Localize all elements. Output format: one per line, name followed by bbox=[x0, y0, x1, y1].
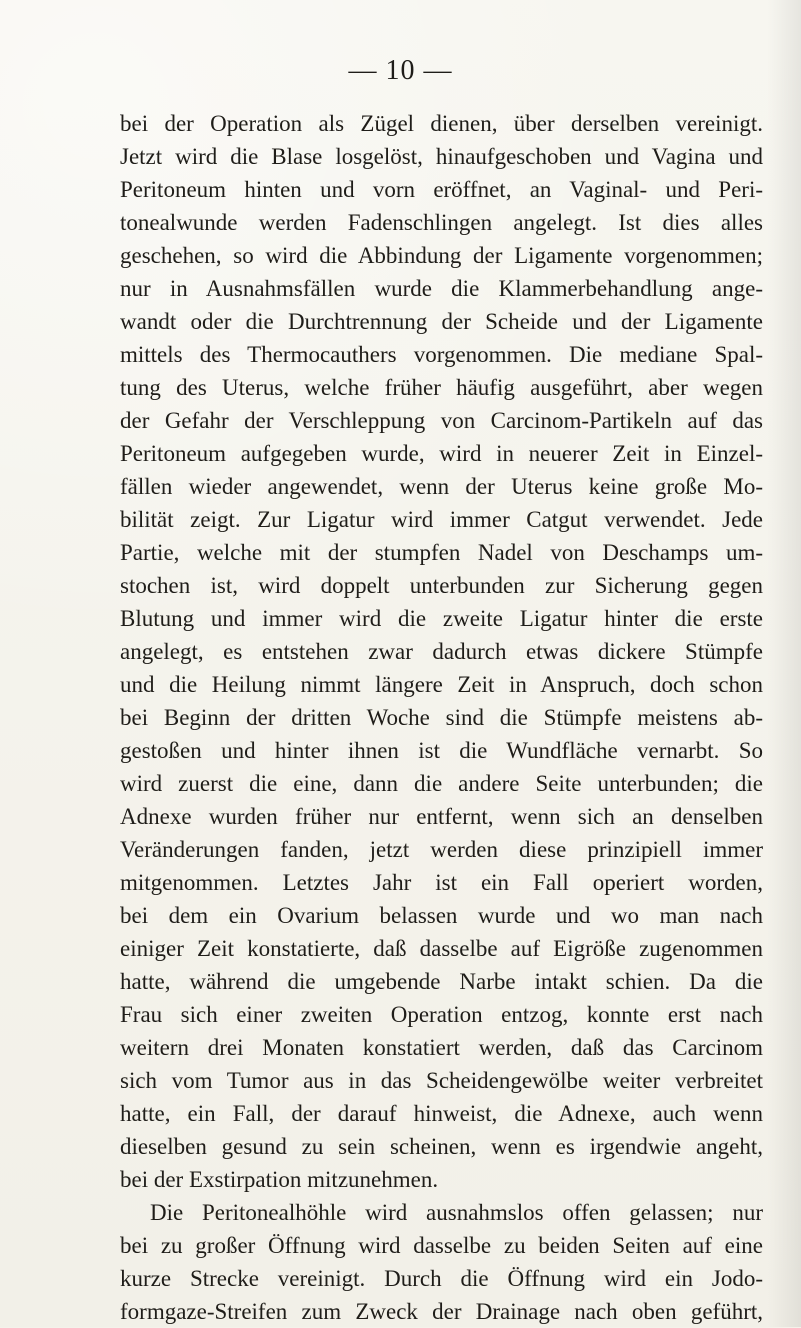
text-line: wird zuerst die eine, dann die andere Seite unterbunden; die bbox=[120, 771, 763, 796]
page-edge-shadow bbox=[767, 0, 801, 1327]
text-line: sich vom Tumor aus in das Scheidengewölbe weiter verbreitet bbox=[120, 1068, 763, 1093]
text-line: Peritoneum aufgegeben wurde, wird in neuerer Zeit in Einzel- bbox=[120, 441, 763, 466]
page-number: — 10 — bbox=[348, 55, 453, 86]
text-line: Veränderungen fanden, jetzt werden diese prinzipiell immer bbox=[120, 837, 763, 862]
text-line: fällen wieder angewendet, wenn der Uterus keine große Mo- bbox=[120, 474, 763, 499]
text-line: gestoßen und hinter ihnen ist die Wundfläche vernarbt. So bbox=[120, 738, 763, 763]
text-line: Blutung und immer wird die zweite Ligatur hinter die erste bbox=[120, 606, 763, 631]
body-text bbox=[120, 107, 763, 1328]
text-line: stochen ist, wird doppelt unterbunden zur Sicherung gegen bbox=[120, 573, 763, 598]
text-line: mitgenommen. Letztes Jahr ist ein Fall operiert worden, bbox=[120, 870, 763, 895]
text-line: wandt oder die Durchtrennung der Scheide und der Ligamente bbox=[120, 309, 763, 334]
text-line: bilität zeigt. Zur Ligatur wird immer Catgut verwendet. Jede bbox=[120, 507, 763, 532]
text-line: und die Heilung nimmt längere Zeit in Anspruch, doch schon bbox=[120, 672, 763, 697]
text-line: weitern drei Monaten konstatiert werden, daß das Carcinom bbox=[120, 1035, 763, 1060]
text-line: einiger Zeit konstatierte, daß dasselbe auf Eigröße zugenommen bbox=[120, 936, 763, 961]
text-line: kurze Strecke vereinigt. Durch die Öffnung wird ein Jodo- bbox=[120, 1266, 763, 1291]
text-line: Partie, welche mit der stumpfen Nadel von Deschamps um- bbox=[120, 540, 763, 565]
text-line: Peritoneum hinten und vorn eröffnet, an Vaginal- und Peri- bbox=[120, 177, 763, 202]
text-line: Die Peritonealhöhle wird ausnahmslos offen gelassen; nur bbox=[150, 1200, 763, 1225]
text-line: angelegt, es entstehen zwar dadurch etwas dickere Stümpfe bbox=[120, 639, 763, 664]
text-line: mittels des Thermocauthers vorgenommen. Die mediane Spal- bbox=[120, 342, 763, 367]
text-line: dieselben gesund zu sein scheinen, wenn es irgendwie angeht, bbox=[120, 1134, 763, 1159]
text-line: Adnexe wurden früher nur entfernt, wenn sich an denselben bbox=[120, 804, 763, 829]
text-line: tung des Uterus, welche früher häufig ausgeführt, aber wegen bbox=[120, 375, 763, 400]
text-line: hatte, ein Fall, der darauf hinweist, die Adnexe, auch wenn bbox=[120, 1101, 763, 1126]
text-line: bei Beginn der dritten Woche sind die Stümpfe meistens ab- bbox=[120, 705, 763, 730]
text-line: bei der Exstirpation mitzunehmen. bbox=[120, 1167, 439, 1192]
text-line: bei dem ein Ovarium belassen wurde und wo man nach bbox=[120, 903, 763, 928]
text-line: bei der Operation als Zügel dienen, über derselben vereinigt. bbox=[120, 111, 763, 136]
text-line: nur in Ausnahmsfällen wurde die Klammerbehandlung ange- bbox=[120, 276, 763, 301]
text-line: bei zu großer Öffnung wird dasselbe zu beiden Seiten auf eine bbox=[120, 1233, 763, 1258]
text-line: formgaze-Streifen zum Zweck der Drainage nach oben geführt, bbox=[120, 1299, 763, 1324]
text-line: geschehen, so wird die Abbindung der Ligamente vorgenommen; bbox=[120, 243, 763, 268]
text-line: der Gefahr der Verschleppung von Carcinom-Partikeln auf das bbox=[120, 408, 763, 433]
text-line: hatte, während die umgebende Narbe intakt schien. Da die bbox=[120, 969, 763, 994]
text-line: tonealwunde werden Fadenschlingen angelegt. Ist dies alles bbox=[120, 210, 763, 235]
text-line: Frau sich einer zweiten Operation entzog, konnte erst nach bbox=[120, 1002, 763, 1027]
text-line: Jetzt wird die Blase losgelöst, hinaufgeschoben und Vagina und bbox=[120, 144, 763, 169]
